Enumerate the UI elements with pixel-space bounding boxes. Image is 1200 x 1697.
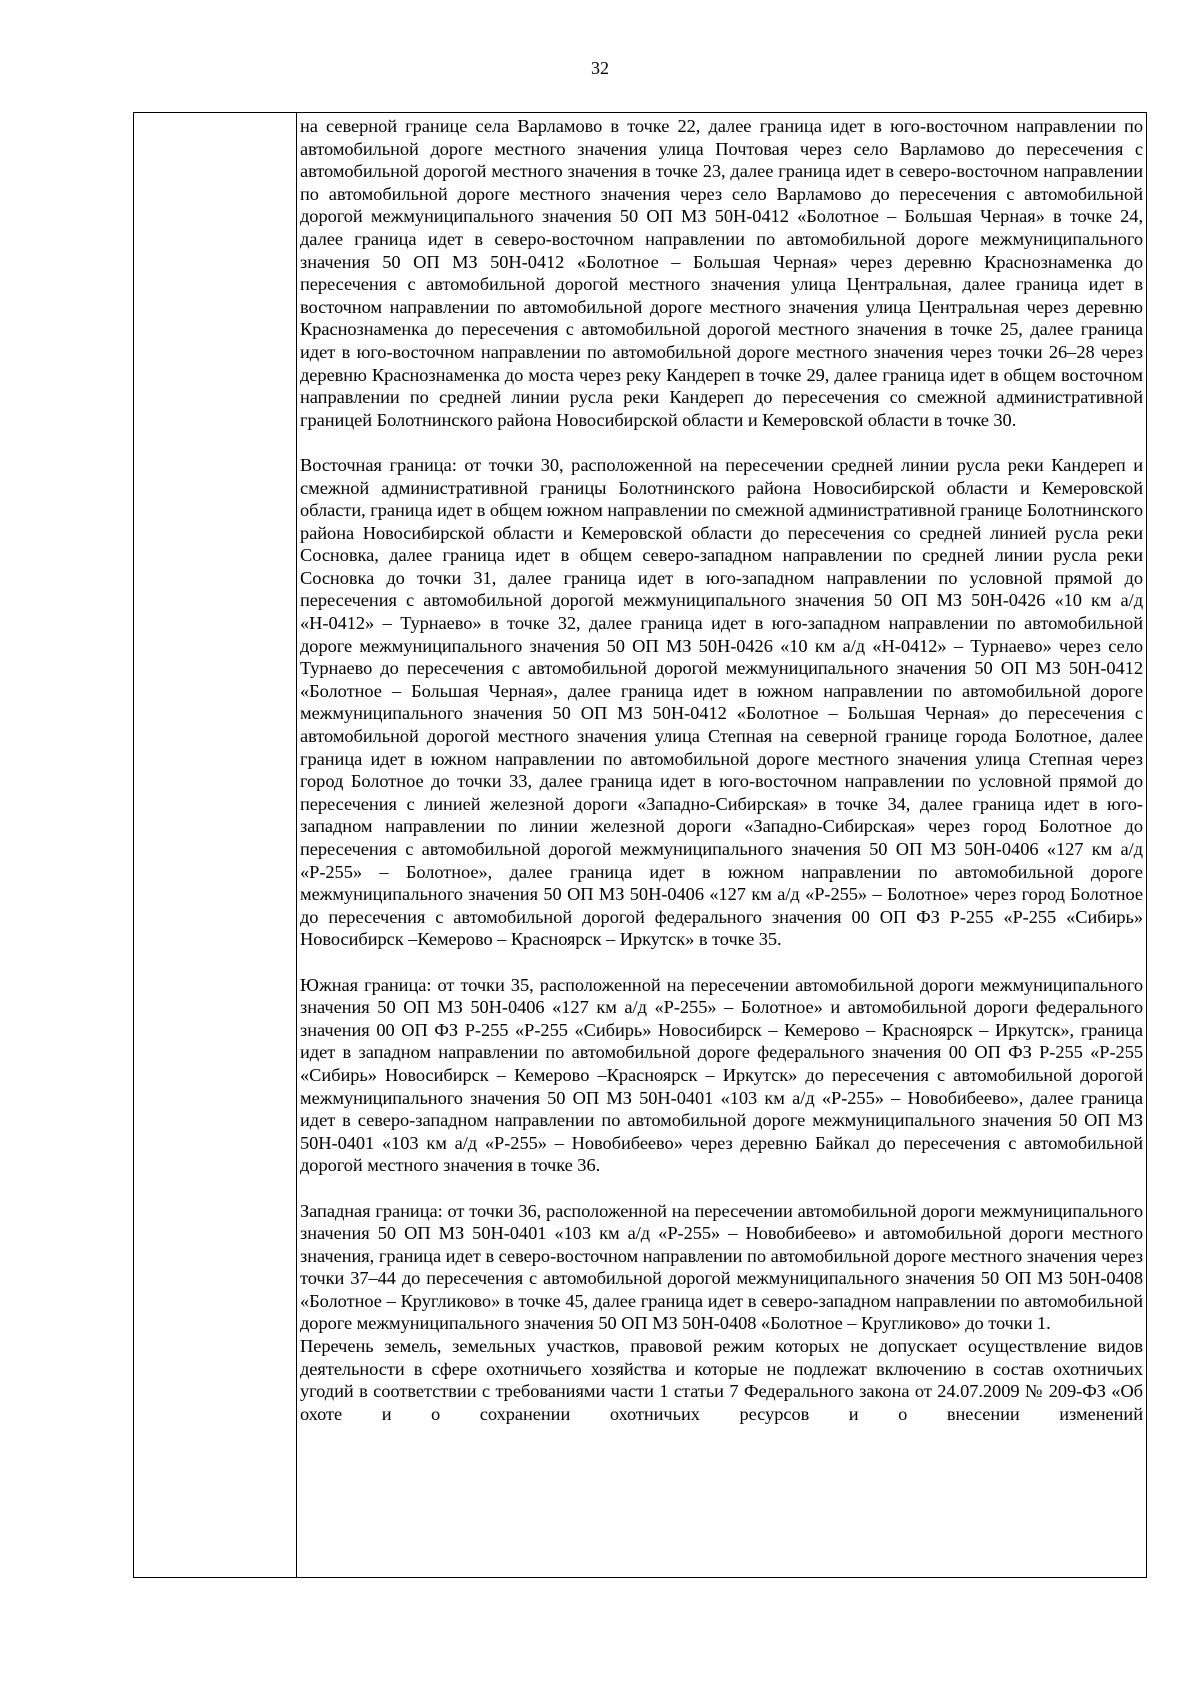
paragraph-east-boundary: Восточная граница: от точки 30, расположенной на пересечении средней линии русла реки Кандереп и смежной административной границы Болотнинского района Новосибирской области и Кемеровской области, граница идет в общем южном направлении по смежной административной границе Болотнинского района Новосибирской области и Кемеровской области до пересечения со средней линией русла реки Сосновка, далее граница идет в общем северо-западном направлении по средней линии русла реки Сосновка до точки 31, далее граница идет в юго-западном направлении по условной прямой до пересечения с автомобильной дорогой межмуниципального значения 50 ОП МЗ 50Н-0426 «10 км а/д «Н-0412» – Турнаево» в точке 32, далее граница идет в юго-западном направлении по автомобильной дороге межмуниципального значения 50 ОП МЗ 50Н-0426 «10 км а/д «Н-0412» – Турнаево» через село Турнаево до пересечения с автомобильной дорогой межмуниципального значения 50 ОП МЗ 50Н-0412 «Болотное – Большая Черная», далее граница идет в южном направлении по автомобильной дороге межмуниципального значения 50 ОП МЗ 50Н-0412 «Болотное – Большая Черная» до пересечения с автомобильной дорогой местного значения улица Степная на северной границе города Болотное, далее граница идет в южном направлении по автомобильной дороге местного значения улица Степная через город Болотное до точки 33, далее граница идет в юго-восточном направлении по условной прямой до пересечения с линией железной дороги «Западно-Сибирская» в точке 34, далее граница идет в юго-западном направлении по линии железной дороги «Западно-Сибирская» через город Болотное до пересечения с автомобильной дорогой межмуниципального значения 50 ОП МЗ 50Н-0406 «127 км а/д «Р-255» – Болотное», далее граница идет в южном направлении по автомобильной дороге межмуниципального значения 50 ОП МЗ 50Н-0406 «127 км а/д «Р-255» – Болотное» через город Болотное до пересечения с автомобильной дорогой федерального значения 00 ОП ФЗ Р-255 «Р-255 «Сибирь» Новосибирск –Кемерово – Красноярск – Иркутск» в точке 35. [300,454,1144,950]
paragraph-south-boundary: Южная граница: от точки 35, расположенной на пересечении автомобильной дороги межмуниципального значения 50 ОП МЗ 50Н-0406 «127 км а/д «Р-255» – Болотное» и автомобильной дороги федерального значения 00 ОП ФЗ Р-255 «Р-255 «Сибирь» Новосибирск – Кемерово – Красноярск – Иркутск», граница идет в западном направлении по автомобильной дороге федерального значения 00 ОП ФЗ Р-255 «Р-255 «Сибирь» Новосибирск – Кемерово –Красноярск – Иркутск» до пересечения с автомобильной дорогой межмуниципального значения 50 ОП МЗ 50Н-0401 «103 км а/д «Р-255» – Новобибеево», далее граница идет в северо-западном направлении по автомобильной дороге межмуниципального значения 50 ОП МЗ 50Н-0401 «103 км а/д «Р-255» – Новобибеево» через деревню Байкал до пересечения с автомобильной дорогой местного значения в точке 36. [300,974,1143,1176]
paragraph-west-boundary: Западная граница: от точки 36, расположенной на пересечении автомобильной дороги межмуниципального значения 50 ОП МЗ 50Н-0401 «103 км а/д «Р-255» – Новобибеево» и автомобильной дороги местного значения, граница идет в северо-восточном направлении по автомобильной дороге местного значения через точки 37–44 до пересечения с автомобильной дорогой межмуниципального значения 50 ОП МЗ 50Н-0408 «Болотное – Кругликово» в точке 45, далее граница идет в северо-западном направлении по автомобильной дороге межмуниципального значения 50 ОП МЗ 50Н-0408 «Болотное – Кругликово» до точки 1. [300,1200,1143,1334]
paragraph-north-boundary-continued: на северной границе села Варламово в точке 22, далее граница идет в юго-восточном направлении по автомобильной дороге местного значения улица Почтовая через село Варламово до пересечения с автомобильной дорогой местного значения в точке 23, далее граница идет в северо-восточном направлении по автомобильной дороге местного значения через село Варламово до пересечения с автомобильной дорогой межмуниципального значения 50 ОП МЗ 50Н-0412 «Болотное – Большая Черная» в точке 24, далее граница идет в северо-восточном направлении по автомобильной дороге межмуниципального значения 50 ОП МЗ 50Н-0412 «Болотное – Большая Черная» через деревню Краснознаменка до пересечения с автомобильной дорогой местного значения улица Центральная, далее граница идет в восточном направлении по автомобильной дороге местного значения улица Центральная через деревню Краснознаменка до пересечения с автомобильной дорогой местного значения в точке 25, далее граница идет в юго-восточном направлении по автомобильной дороге местного значения через точки 26–28 через деревню Краснознаменка до моста через реку Кандереп в точке 29, далее граница идет в общем восточном направлении по средней линии русла реки Кандереп до пересечения со смежной административной границей Болотнинского района Новосибирской области и Кемеровской области в точке 30. [300,116,1143,430]
paragraph-excluded-lands: Перечень земель, земельных участков, правовой режим которых не допускает осуществление видов деятельности в сфере охотничьего хозяйства и которые не подлежат включению в состав охотничьих угодий в соответствии с требованиями части 1 статьи 7 Федерального закона от 24.07.2009 № 209-ФЗ «Об охоте и о сохранении охотничьих ресурсов и о внесении изменений [300,1336,1143,1424]
page-number: 32 [591,58,609,78]
table-left-cell [134,113,297,1577]
document-table [133,112,1147,1578]
table-right-cell [297,113,1146,1577]
